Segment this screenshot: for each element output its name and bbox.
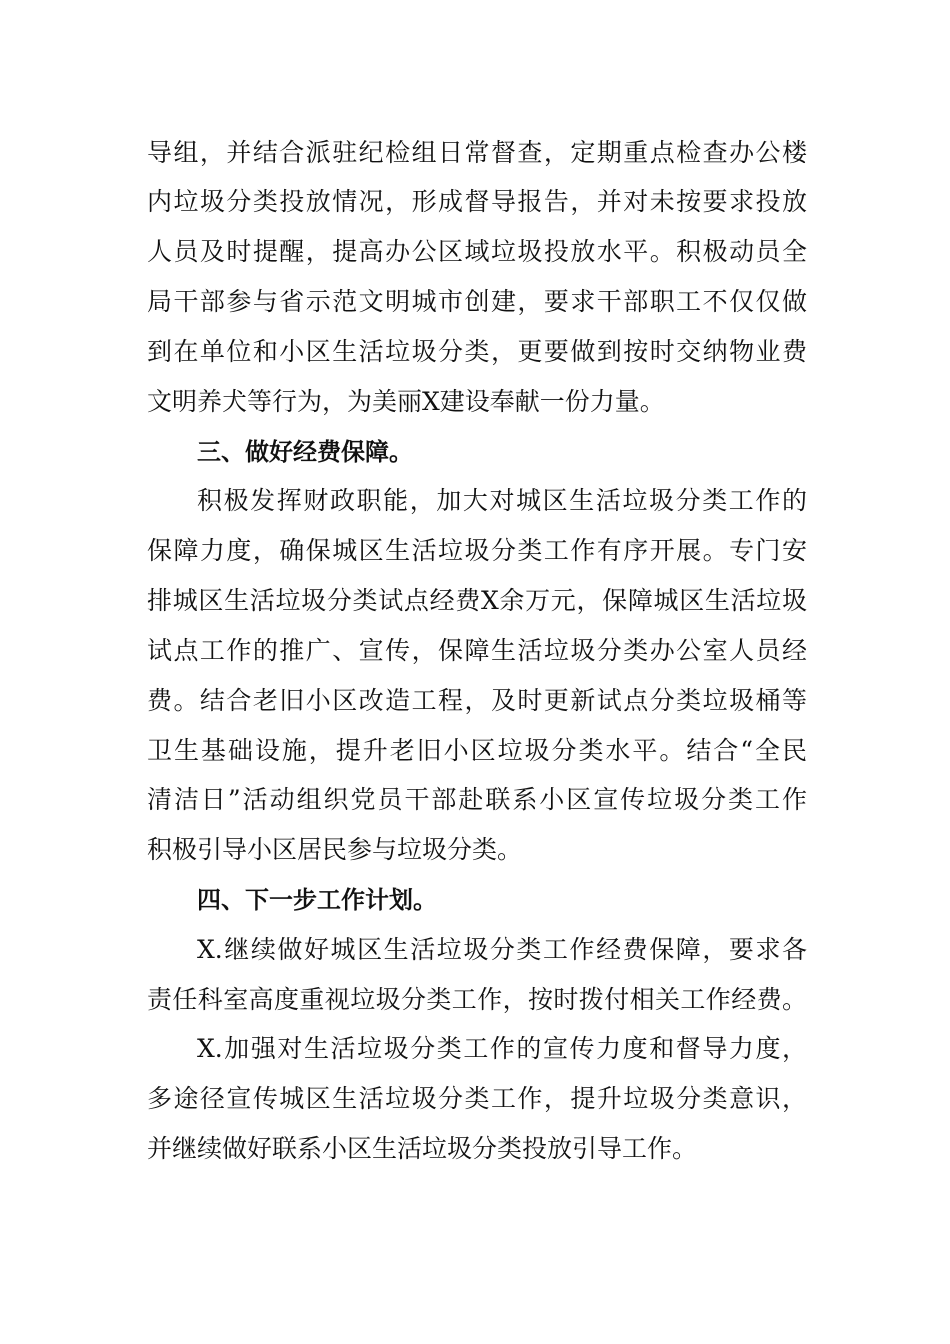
paragraph-line: 局干部参与省示范文明城市创建，要求干部职工不仅仅做 (147, 287, 807, 316)
paragraph-line: 试点工作的推广、宣传，保障生活垃圾分类办公室人员经 (147, 636, 807, 665)
list-item-line: 并继续做好联系小区生活垃圾分类投放引导工作。 (147, 1134, 698, 1163)
paragraph-line: 卫生基础设施，提升老旧小区垃圾分类水平。结合“全民 (147, 736, 807, 765)
paragraph-line: 导组，并结合派驻纪检组日常督查，定期重点检查办公楼 (147, 138, 807, 167)
paragraph-line: 保障力度，确保城区生活垃圾分类工作有序开展。专门安 (147, 536, 807, 565)
paragraph-line: 排城区生活垃圾分类试点经费X余万元，保障城区生活垃圾 (147, 586, 807, 615)
list-item-line: X.加强对生活垃圾分类工作的宣传力度和督导力度， (197, 1034, 807, 1063)
paragraph-line: 文明养犬等行为，为美丽X建设奉献一份力量。 (147, 387, 665, 416)
paragraph-line: 内垃圾分类投放情况，形成督导报告，并对未按要求投放 (147, 187, 807, 216)
paragraph-line: 积极发挥财政职能，加大对城区生活垃圾分类工作的 (197, 486, 807, 515)
list-item-line: 多途径宣传城区生活垃圾分类工作，提升垃圾分类意识， (147, 1084, 807, 1113)
list-item-line: 责任科室高度重视垃圾分类工作，按时拨付相关工作经费。 (147, 985, 807, 1014)
paragraph-line: 积极引导小区居民参与垃圾分类。 (147, 835, 523, 864)
paragraph-line: 人员及时提醒，提高办公区域垃圾投放水平。积极动员全 (147, 237, 807, 266)
section-heading-3: 三、做好经费保障。 (197, 438, 413, 466)
paragraph-line: 清洁日”活动组织党员干部赴联系小区宣传垃圾分类工作 (147, 785, 807, 814)
section-heading-4: 四、下一步工作计划。 (197, 886, 437, 914)
paragraph-line: 到在单位和小区生活垃圾分类，更要做到按时交纳物业费 (147, 337, 807, 366)
list-item-line: X.继续做好城区生活垃圾分类工作经费保障，要求各 (197, 935, 807, 964)
paragraph-line: 费。结合老旧小区改造工程，及时更新试点分类垃圾桶等 (147, 686, 807, 715)
